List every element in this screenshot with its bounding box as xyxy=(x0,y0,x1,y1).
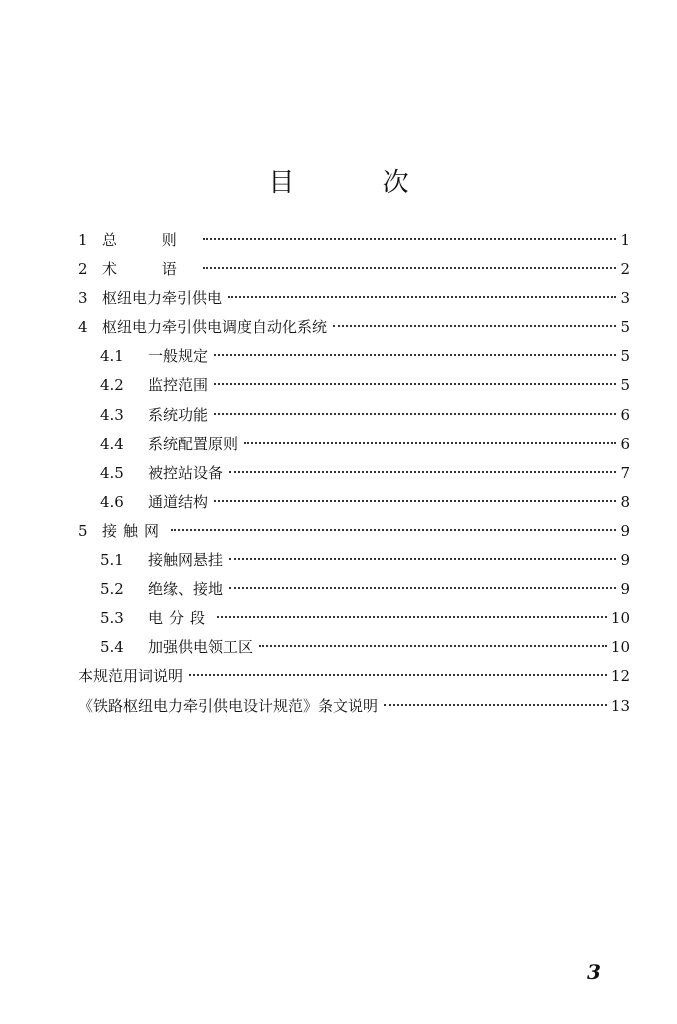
toc-subentry[interactable] xyxy=(78,488,630,517)
toc-entry-label: 总 则 xyxy=(102,231,197,249)
toc-entry-label: 加强供电领工区 xyxy=(148,638,254,657)
toc-entry[interactable] xyxy=(78,662,630,691)
toc-subentry[interactable] xyxy=(78,604,630,633)
toc-entry-number: 4.4 xyxy=(100,434,124,453)
toc-entry[interactable] xyxy=(78,284,630,313)
toc-entry-number: 5 xyxy=(78,521,88,540)
toc-entry-number: 5.1 xyxy=(100,551,124,570)
toc-entry-page: 10 xyxy=(610,609,630,628)
toc-subentry[interactable] xyxy=(78,459,630,488)
toc-entry-label: 本规范用词说明 xyxy=(78,667,184,686)
toc-entry-number: 5.3 xyxy=(100,609,124,628)
dot-leader xyxy=(229,587,616,589)
toc-entry-number: 4.3 xyxy=(100,405,124,424)
dot-leader xyxy=(217,616,607,618)
toc-entry-label: 电分段 xyxy=(148,609,212,628)
toc-entry-number: 2 xyxy=(78,260,88,279)
toc-entry-page: 9 xyxy=(620,580,630,599)
toc-subentry[interactable] xyxy=(78,371,630,400)
toc-entry-label: 被控站设备 xyxy=(148,463,224,482)
dot-leader xyxy=(229,558,616,560)
toc-entry-page: 5 xyxy=(620,318,630,337)
toc-entry-number: 4.1 xyxy=(100,347,124,366)
toc-entry[interactable] xyxy=(78,517,630,546)
page-number: 3 xyxy=(587,960,601,984)
toc-entry-page: 6 xyxy=(620,434,630,453)
toc-entry-number: 4.5 xyxy=(100,463,124,482)
toc-entry-label: 枢纽电力牵引供电调度自动化系统 xyxy=(102,318,328,337)
toc-entry-number: 5.2 xyxy=(100,580,124,599)
toc-entry-number: 5.4 xyxy=(100,638,124,657)
toc-subentry[interactable] xyxy=(78,401,630,430)
toc-entry-number: 1 xyxy=(78,231,88,249)
dot-leader xyxy=(214,413,616,415)
dot-leader xyxy=(333,325,616,327)
page-title: 目 次 xyxy=(268,168,449,198)
dot-leader xyxy=(203,267,616,269)
dot-leader xyxy=(229,471,616,473)
toc-entry-number: 4.6 xyxy=(100,492,124,511)
dot-leader xyxy=(259,645,607,647)
toc-subentry[interactable] xyxy=(78,633,630,662)
toc-entry-number: 3 xyxy=(78,289,88,308)
toc-entry-label: 接触网悬挂 xyxy=(148,551,224,570)
toc-entry[interactable] xyxy=(78,313,630,342)
toc-entry-label: 绝缘、接地 xyxy=(148,580,224,599)
toc-entry-label: 系统配置原则 xyxy=(148,434,239,453)
toc-entry-page: 3 xyxy=(620,289,630,308)
toc-entry-number: 4 xyxy=(78,318,88,337)
toc-entry[interactable] xyxy=(78,692,630,721)
toc-subentry[interactable] xyxy=(78,342,630,371)
toc-entry-page: 10 xyxy=(610,638,630,657)
toc-subentry[interactable] xyxy=(78,546,630,575)
toc-entry-label: 系统功能 xyxy=(148,405,209,424)
toc-entry-number: 4.2 xyxy=(100,376,124,395)
dot-leader xyxy=(244,442,616,444)
dot-leader xyxy=(384,704,607,706)
toc-entry-label: 通道结构 xyxy=(148,492,209,511)
toc-entry-page: 5 xyxy=(620,376,630,395)
toc-entry-page: 12 xyxy=(610,667,630,686)
toc-entry-page: 8 xyxy=(620,492,630,511)
toc-subentry[interactable] xyxy=(78,430,630,459)
toc-entry-label: 《铁路枢纽电力牵引供电设计规范》条文说明 xyxy=(78,696,379,715)
toc-entry-label: 接触网 xyxy=(102,521,166,540)
toc-subentry[interactable] xyxy=(78,575,630,604)
toc-entry-page: 5 xyxy=(620,347,630,366)
toc-entry-page: 2 xyxy=(620,260,630,279)
toc-entry-page: 9 xyxy=(620,521,630,540)
table-of-contents xyxy=(78,226,630,721)
dot-leader xyxy=(189,674,607,676)
toc-entry[interactable] xyxy=(78,255,630,284)
dot-leader xyxy=(228,296,616,298)
toc-entry-label: 监控范围 xyxy=(148,376,209,395)
toc-entry-page: 1 xyxy=(620,231,630,249)
toc-entry-label: 枢纽电力牵引供电 xyxy=(102,289,223,308)
dot-leader xyxy=(214,383,616,385)
dot-leader xyxy=(171,529,616,531)
toc-entry-label: 一般规定 xyxy=(148,347,209,366)
toc-entry-page: 6 xyxy=(620,405,630,424)
toc-entry-page: 7 xyxy=(620,463,630,482)
dot-leader xyxy=(203,238,616,240)
toc-entry-label: 术 语 xyxy=(102,260,197,279)
toc-entry-page: 9 xyxy=(620,551,630,570)
toc-entry[interactable] xyxy=(78,226,630,255)
dot-leader xyxy=(214,354,616,356)
toc-entry-page: 13 xyxy=(610,696,630,715)
dot-leader xyxy=(214,500,616,502)
